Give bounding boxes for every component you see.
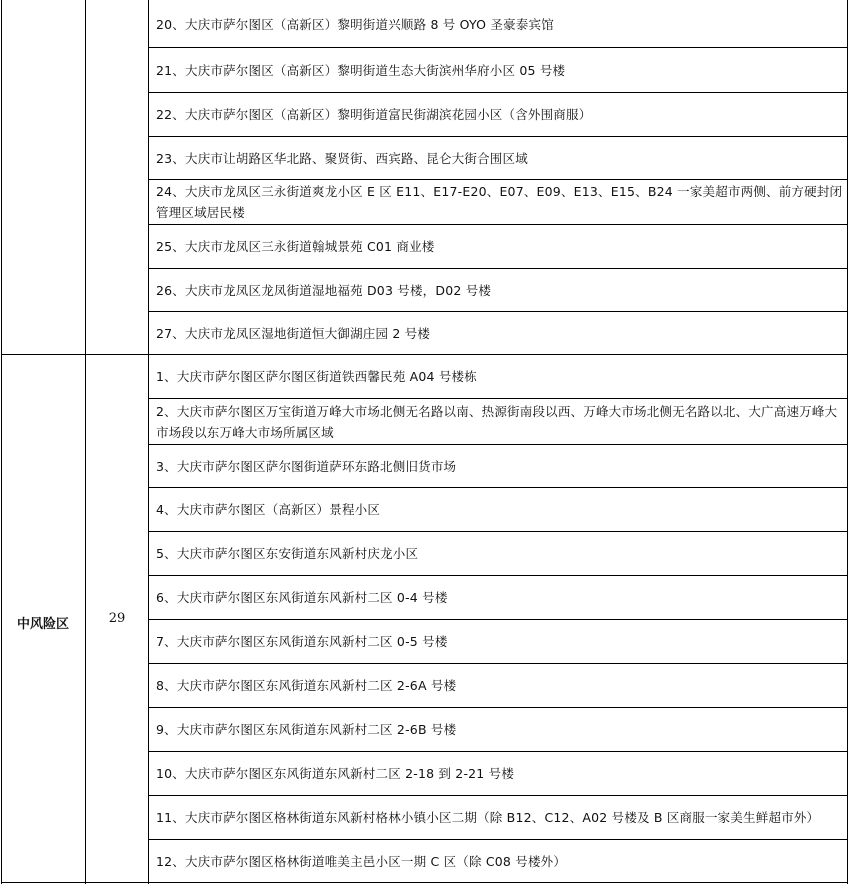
- address-cell: 24、大庆市龙凤区三永街道爽龙小区 E 区 E11、E17-E20、E07、E09、E13、E15、B24 一家美超市两侧、前方硬封闭管理区域居民楼: [156, 184, 843, 220]
- address-cell: 11、大庆市萨尔图区格林街道东风新村格林小镇小区二期（除 B12、C12、A02 号楼及 B 区商服一家美生鲜超市外）: [156, 810, 820, 825]
- address-cell: 5、大庆市萨尔图区东安街道东风新村庆龙小区: [156, 546, 419, 561]
- area-count: 29: [108, 611, 126, 626]
- address-cell: 27、大庆市龙凤区湿地街道恒大御湖庄园 2 号楼: [156, 325, 431, 341]
- address-cell: 9、大庆市萨尔图区东风街道东风新村二区 2-6B 号楼: [156, 722, 457, 737]
- address-cell: 25、大庆市龙凤区三永街道翰城景苑 C01 商业楼: [156, 239, 435, 254]
- address-cell: 1、大庆市萨尔图区萨尔图区街道铁西馨民苑 A04 号楼栋: [156, 369, 477, 384]
- address-cell: 7、大庆市萨尔图区东风街道东风新村二区 0-5 号楼: [156, 634, 448, 649]
- address-cell: 22、大庆市萨尔图区（高新区）黎明街道富民街湖滨花园小区（含外围商服）: [156, 107, 592, 122]
- address-cell: 26、大庆市龙凤区龙凤街道湿地福苑 D03 号楼，D02 号楼: [156, 282, 492, 298]
- table-border-bottom: [1, 882, 848, 883]
- address-cell: 21、大庆市萨尔图区（高新区）黎明街道生态大街滨州华府小区 05 号楼: [156, 62, 566, 78]
- address-cell: 10、大庆市萨尔图区东风街道东风新村二区 2-18 到 2-21 号楼: [156, 766, 515, 781]
- address-cell: 6、大庆市萨尔图区东风街道东风新村二区 0-4 号楼: [156, 590, 448, 605]
- address-cell: 12、大庆市萨尔图区格林街道唯美主邑小区一期 C 区（除 C08 号楼外）: [156, 853, 567, 869]
- address-cell: 4、大庆市萨尔图区（高新区）景程小区: [156, 502, 381, 517]
- address-cell: 2、大庆市萨尔图区万宝街道万峰大市场北侧无名路以南、热源街南段以西、万峰大市场北侧无名路以北、大广高速万峰大市场段以东万峰大市场所属区域: [156, 403, 838, 440]
- address-cell: 23、大庆市让胡路区华北路、聚贤街、西宾路、昆仑大街合围区域: [156, 150, 528, 166]
- table-divider-1: [85, 0, 86, 884]
- category-label: 中风险区: [16, 617, 69, 632]
- address-cell: 20、大庆市萨尔图区（高新区）黎明街道兴顺路 8 号 OYO 圣豪泰宾馆: [156, 17, 554, 32]
- table-border-left: [1, 0, 2, 884]
- address-cell: 3、大庆市萨尔图区萨尔图街道萨环东路北侧旧货市场: [156, 458, 457, 474]
- address-cell: 8、大庆市萨尔图区东风街道东风新村二区 2-6A 号楼: [156, 678, 457, 693]
